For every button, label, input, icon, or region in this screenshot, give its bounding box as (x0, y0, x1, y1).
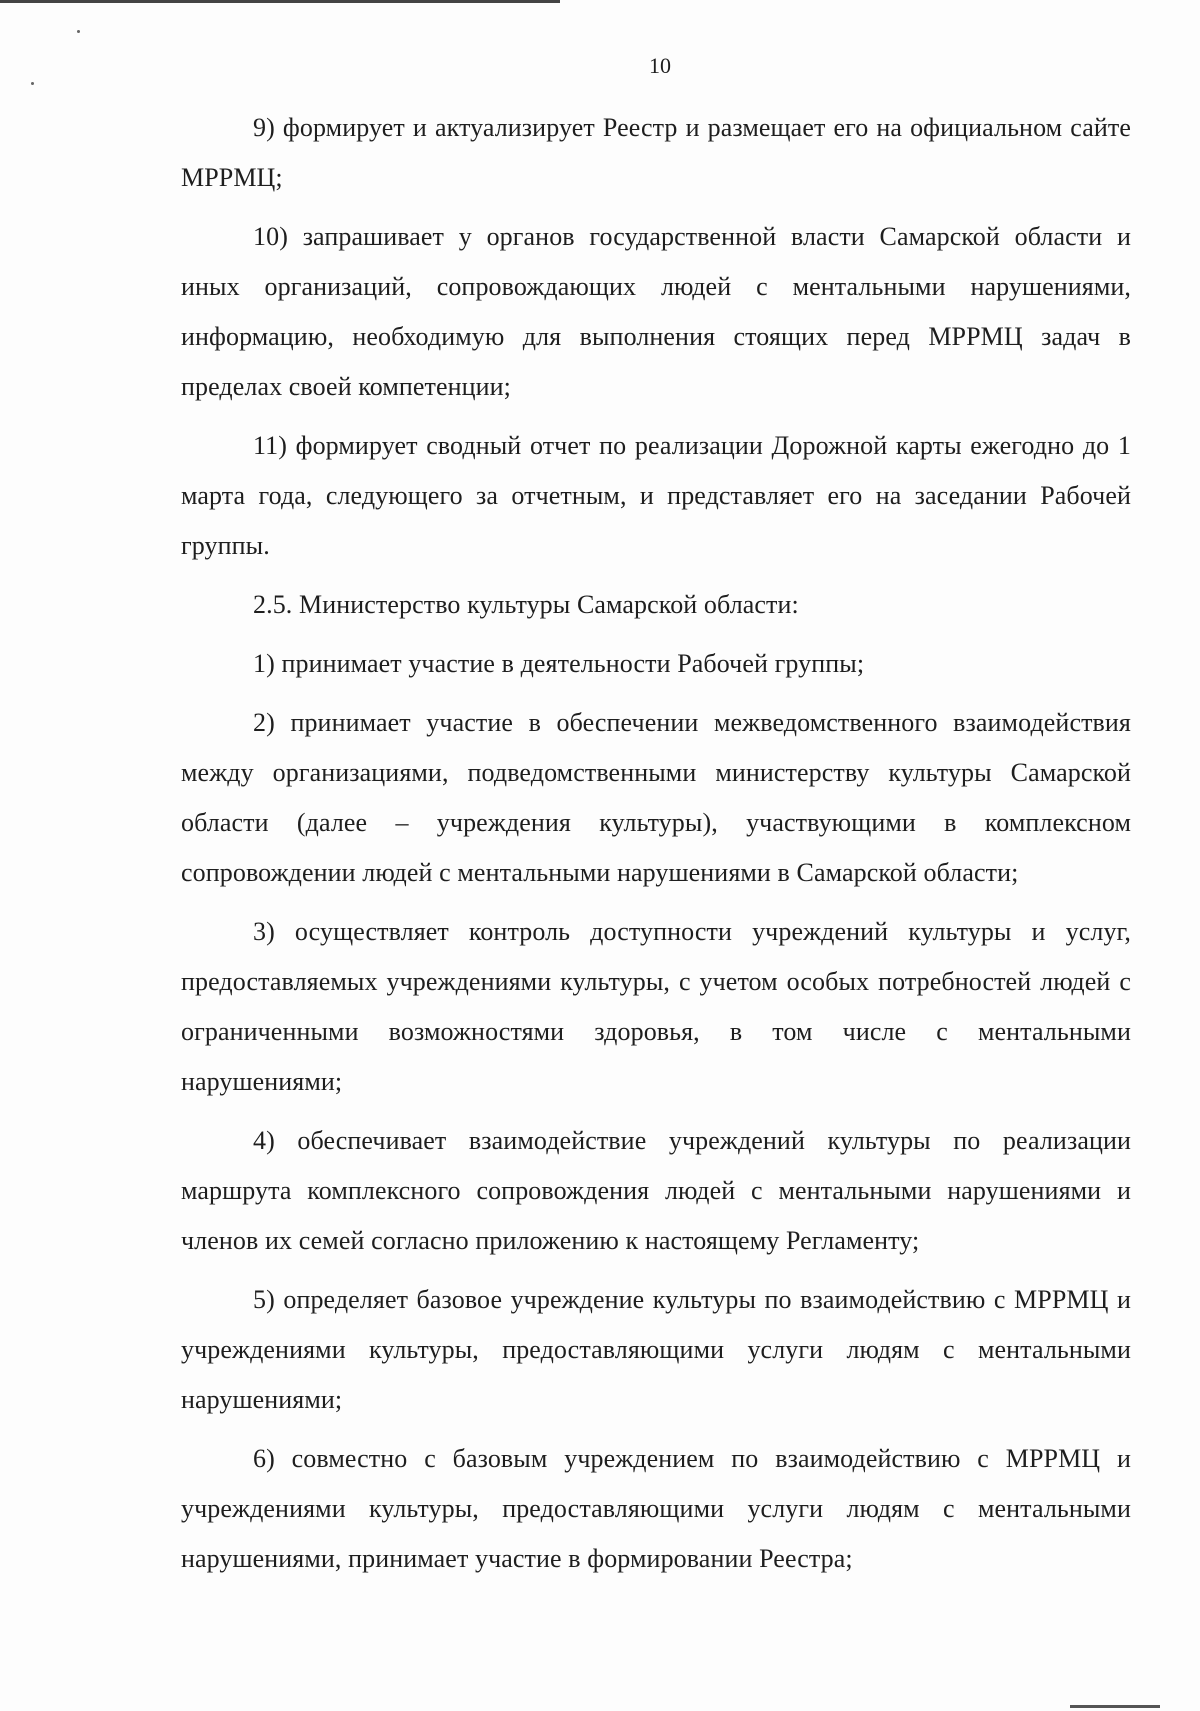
paragraph-item-1: 1) принимает участие в деятельности Рабочей группы; (253, 649, 865, 678)
document-body (181, 103, 1131, 1593)
scan-artifact-bottom-line (1070, 1705, 1160, 1708)
scan-speck (31, 82, 34, 85)
scan-artifact-top-line (0, 0, 560, 3)
scan-speck (77, 30, 80, 33)
page-number: 10 (649, 53, 671, 78)
section-heading-2-5: 2.5. Министерство культуры Самарской области: (253, 590, 799, 619)
paragraph-item-9: 9) формирует и актуализирует Реестр и размещает его на официальном сайте МРРМЦ; (181, 113, 1131, 192)
paragraph-item-3: 3) осуществляет контроль доступности учреждений культуры и услуг, предоставляемых учреждениями культуры, с учетом особых потребностей людей с ограниченными возможностями здоровья, в том числе с ментальными нарушениями; (181, 917, 1131, 1096)
paragraph-item-6: 6) совместно с базовым учреждением по взаимодействию с МРРМЦ и учреждениями культуры, предоставляющими услуги людям с ментальными нарушениями, принимает участие в формировании Реестра; (181, 1444, 1131, 1573)
paragraph-item-4: 4) обеспечивает взаимодействие учреждений культуры по реализации маршрута комплексного сопровождения людей с ментальными нарушениями и членов их семей согласно приложению к настоящему Регламенту; (181, 1126, 1131, 1255)
paragraph-item-2: 2) принимает участие в обеспечении межведомственного взаимодействия между организациями, подведомственными министерству культуры Самарской области (далее – учреждения культуры), участвующими в комплексном сопровождении людей с ментальными нарушениями в Самарской области; (181, 708, 1131, 887)
paragraph-item-5: 5) определяет базовое учреждение культуры по взаимодействию с МРРМЦ и учреждениями культуры, предоставляющими услуги людям с ментальными нарушениями; (181, 1285, 1131, 1414)
paragraph-item-11: 11) формирует сводный отчет по реализации Дорожной карты ежегодно до 1 марта года, следующего за отчетным, и представляет его на заседании Рабочей группы. (181, 431, 1131, 560)
paragraph-item-10: 10) запрашивает у органов государственной власти Самарской области и иных организаций, сопровождающих людей с ментальными нарушениями, информацию, необходимую для выполнения стоящих перед МРРМЦ задач в пределах своей компетенции; (181, 222, 1131, 401)
